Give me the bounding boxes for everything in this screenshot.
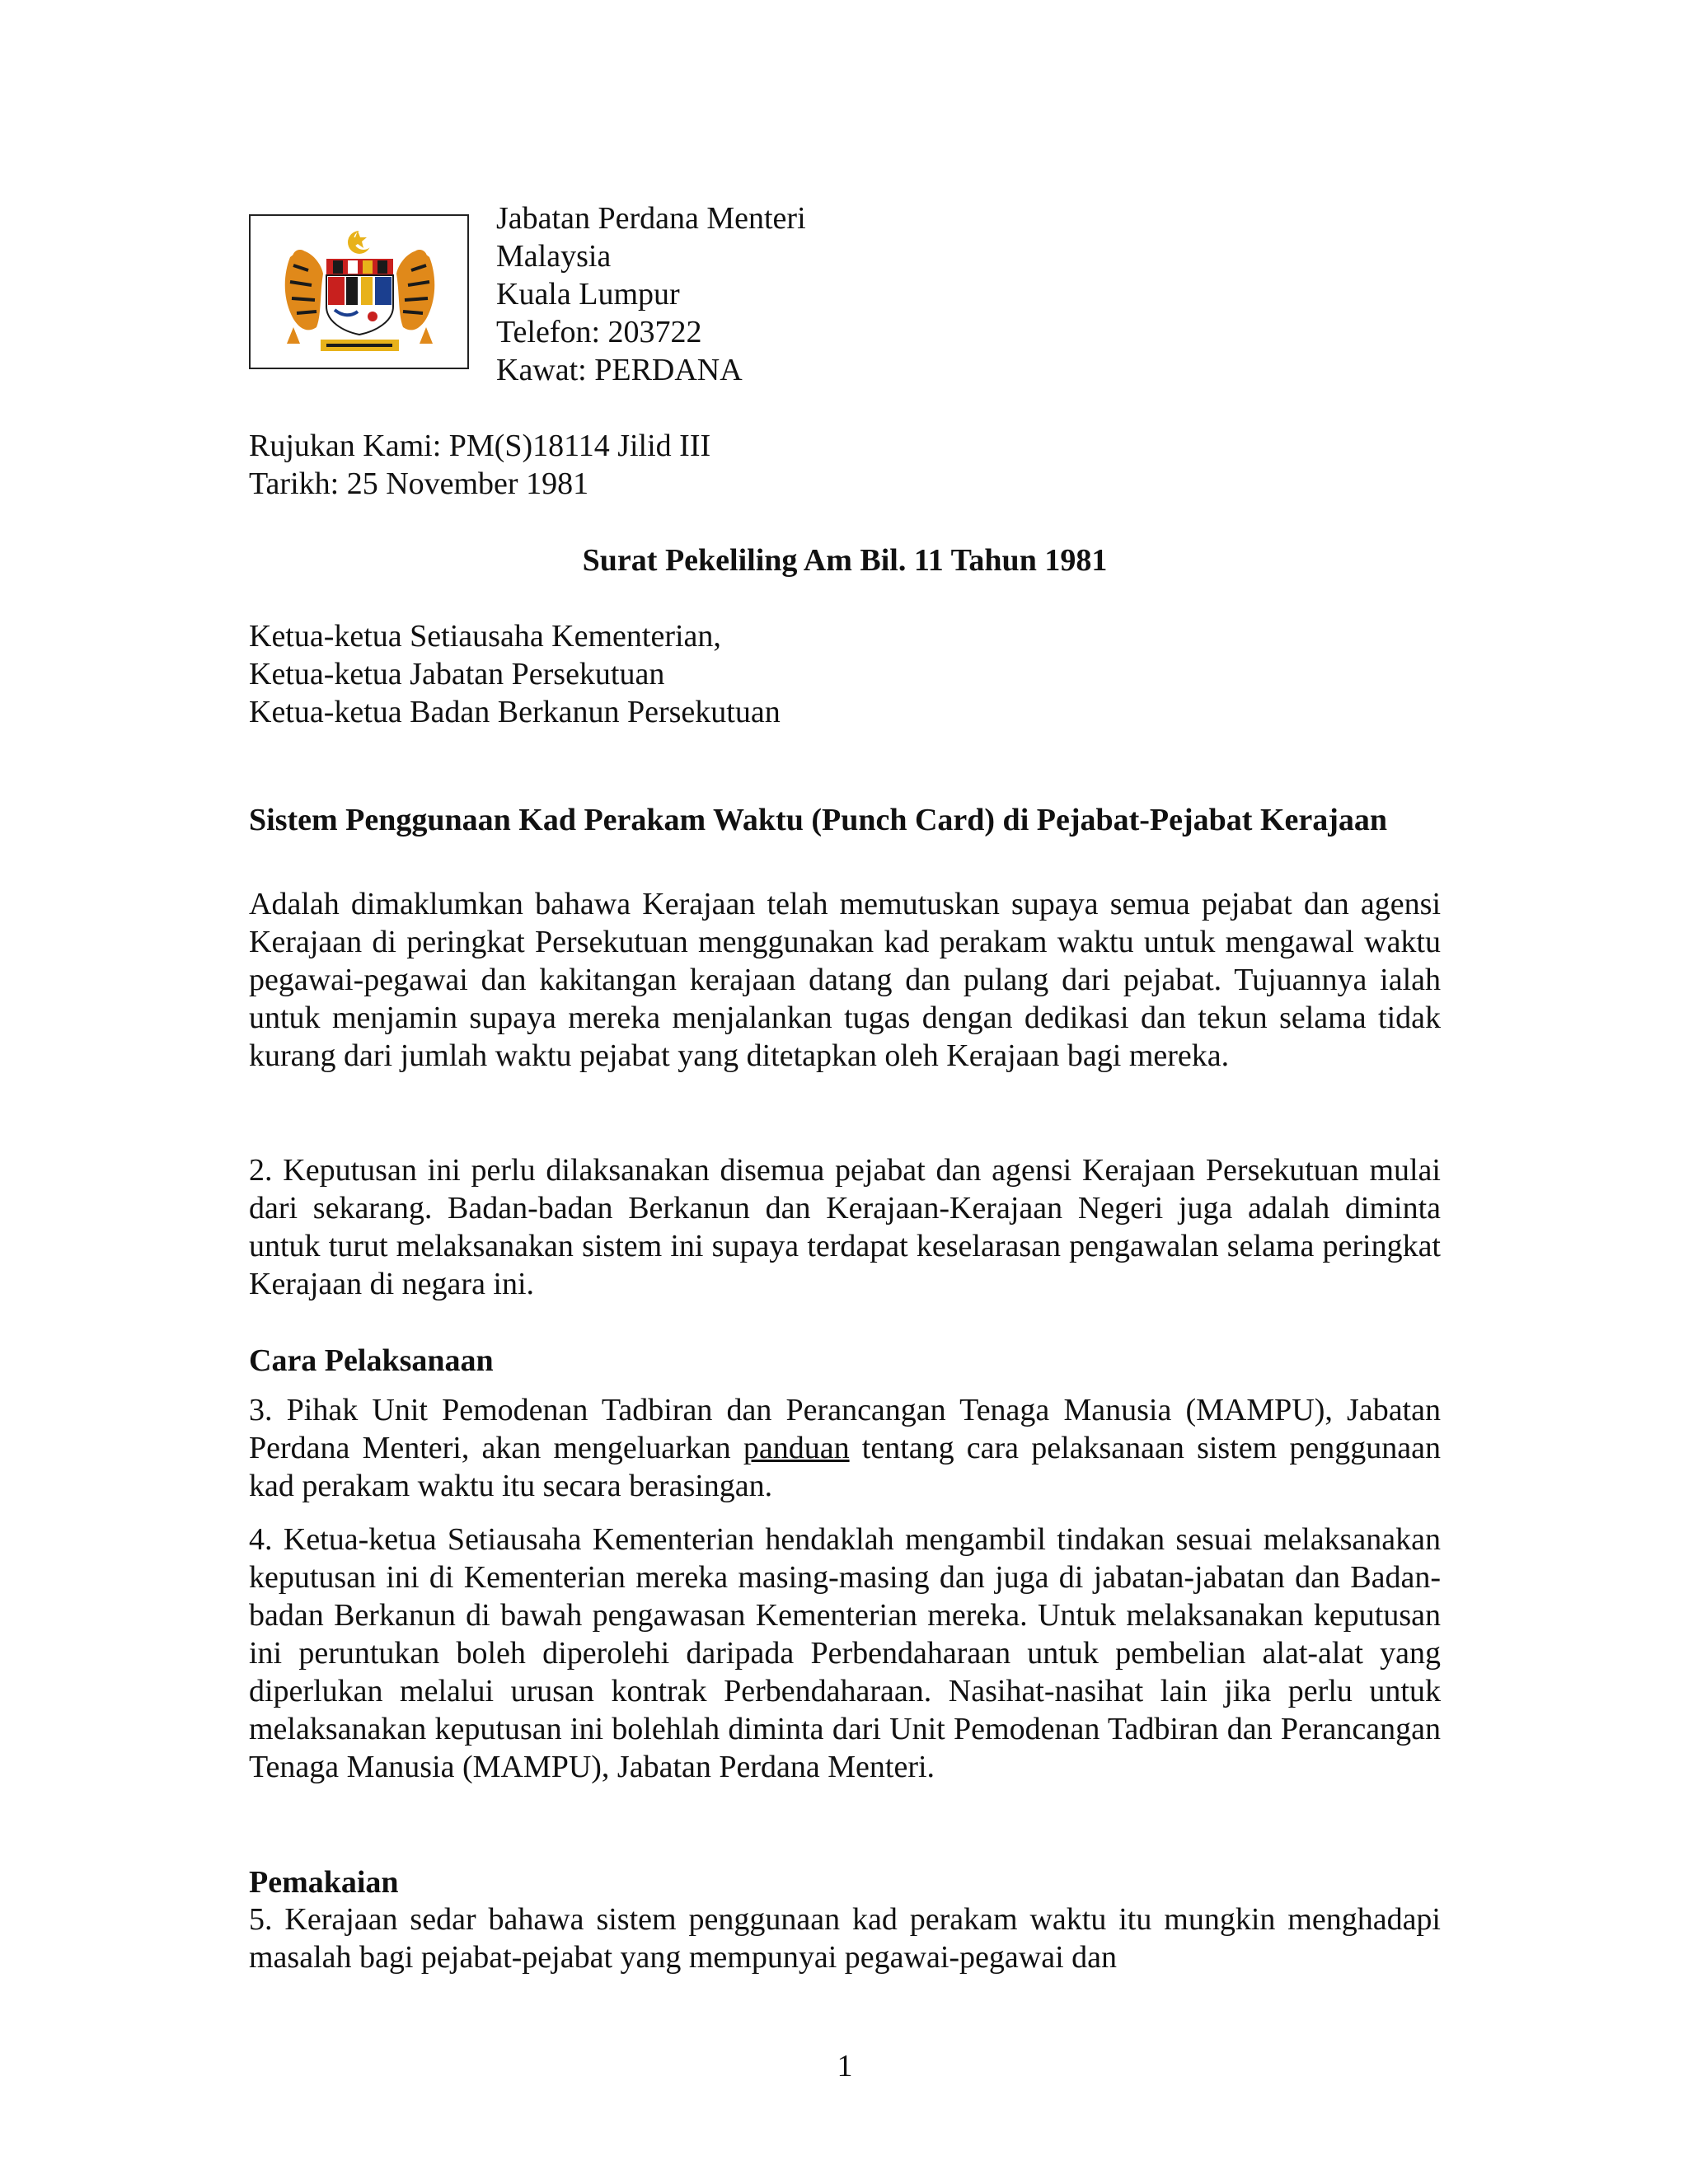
sender-address	[496, 199, 806, 389]
paragraph-2	[249, 1151, 1441, 1303]
recipients-block	[249, 617, 781, 731]
paragraph-text: Adalah dimaklumkan bahawa Kerajaan telah memutuskan supaya semua pejabat dan agensi Kerajaan di peringkat Persekutuan menggunakan kad perakam waktu untuk mengawal waktu pegawai-pegawai dan kakitangan kerajaan datang dan pulang dari pejabat. Tujuannya ialah untuk menjamin supaya mereka menjalankan tugas dengan dedikasi dan tekun selama tidak kurang dari jumlah waktu pejabat yang ditetapkan oleh Kerajaan bagi mereka.	[249, 887, 1441, 1073]
address-line: Kawat: PERDANA	[496, 353, 743, 387]
address-line: Kuala Lumpur	[496, 277, 680, 312]
recipient-line: Ketua-ketua Setiausaha Kementerian,	[249, 619, 721, 654]
panduan-underlined-text: panduan	[743, 1431, 850, 1465]
section-heading-cara-pelaksanaan: Cara Pelaksanaan	[249, 1343, 494, 1378]
circular-title: Surat Pekeliling Am Bil. 11 Tahun 1981	[582, 543, 1108, 578]
subject-heading: Sistem Penggunaan Kad Perakam Waktu (Punch Card) di Pejabat-Pejabat Kerajaan	[249, 803, 1388, 837]
document-page	[249, 0, 1441, 2184]
paragraph-5	[249, 1900, 1441, 1976]
reference-block	[249, 427, 710, 503]
paragraph-1	[249, 885, 1441, 1075]
paragraph-4	[249, 1521, 1441, 1786]
page-number: 1	[837, 2049, 853, 2083]
address-line: Jabatan Perdana Menteri	[496, 201, 806, 236]
paragraph-text-part: 3. Pihak Unit Pemodenan Tadbiran dan Perancangan Tenaga Manusia (MAMPU), Jabatan Perdana Menteri, akan mengeluarkan	[249, 1393, 1441, 1465]
paragraph-text: 4. Ketua-ketua Setiausaha Kementerian hendaklah mengambil tindakan sesuai melaksanakan keputusan ini di Kementerian mereka masing-masing dan juga di jabatan-jabatan dan Badan-badan Berkanun di bawah pengawasan Kementerian mereka. Untuk melaksanakan keputusan ini peruntukan boleh diperolehi daripada Perbendaharaan untuk pembelian alat-alat yang diperlukan melalui urusan kontrak Perbendaharaan. Nasihat-nasihat lain jika perlu untuk melaksanakan keputusan ini bolehlah diminta dari Unit Pemodenan Tadbiran dan Perancangan Tenaga Manusia (MAMPU), Jabatan Perdana Menteri.	[249, 1522, 1441, 1784]
letter-date: Tarikh: 25 November 1981	[249, 466, 589, 501]
address-line: Telefon: 203722	[496, 315, 702, 349]
crest-frame	[249, 214, 469, 369]
recipient-line: Ketua-ketua Badan Berkanun Persekutuan	[249, 695, 781, 729]
paragraph-3	[249, 1391, 1441, 1505]
reference-number: Rujukan Kami: PM(S)18114 Jilid III	[249, 429, 711, 463]
paragraph-text: 2. Keputusan ini perlu dilaksanakan disemua pejabat dan agensi Kerajaan Persekutuan mulai dari sekarang. Badan-badan Berkanun dan Kerajaan-Kerajaan Negeri juga adalah diminta untuk turut melaksanakan sistem ini supaya terdapat keselarasan pengawalan selama peringkat Kerajaan di negara ini.	[249, 1153, 1441, 1301]
paragraph-text	[249, 1391, 1441, 1505]
address-line: Malaysia	[496, 239, 612, 274]
recipient-line: Ketua-ketua Jabatan Persekutuan	[249, 657, 665, 691]
malaysia-coat-of-arms-icon	[275, 224, 444, 360]
paragraph-text: 5. Kerajaan sedar bahawa sistem penggunaan kad perakam waktu itu mungkin menghadapi masalah bagi pejabat-pejabat yang mempunyai pegawai-pegawai dan	[249, 1902, 1441, 1975]
section-heading-pemakaian: Pemakaian	[249, 1865, 399, 1900]
paragraph-text-part: tentang cara pelaksanaan sistem penggunaan kad perakam waktu itu secara berasingan.	[249, 1431, 1441, 1503]
